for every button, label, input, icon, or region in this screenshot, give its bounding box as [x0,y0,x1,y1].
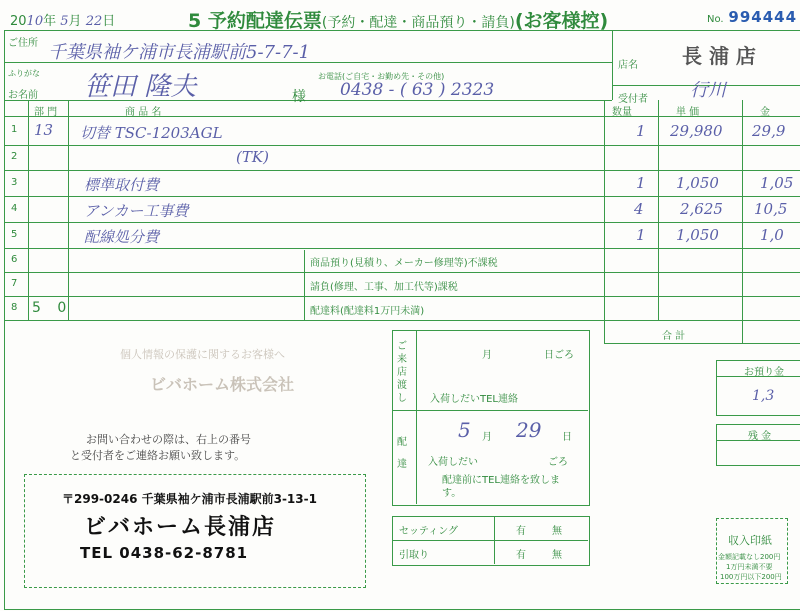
header-item: 商 品 名 [125,107,162,118]
store-label: 店名 [618,60,638,71]
row-number: 8 [11,302,18,313]
row-item: 切替 TSC-1203AGL [80,124,223,142]
month-handwritten: 5 [60,14,69,29]
row-item: 配線処分費 [84,228,160,246]
pickup-label: ご来店渡し [397,341,407,404]
pickup-tel: 入荷しだいTEL連絡 [430,394,518,405]
setting-yes: 有 [516,526,526,537]
sama-label: 様 [292,89,306,105]
title-main: 予約配達伝票 [207,10,322,32]
delivery-month-label: 月 [482,432,492,443]
setting-no: 無 [552,526,562,537]
name-label: お名前 [8,90,38,101]
row-dept: 5 0 [32,300,73,316]
tel-before: 配達前にTEL連絡を致します。 [442,475,560,499]
serial-number [707,8,797,26]
row-item: 請負(修理、工事、加工代等)課税 [310,282,458,293]
deposit-value: 1,3 [752,388,775,404]
name-value: 笹田 隆夫 [84,72,197,102]
header-dept: 部 門 [34,107,58,118]
year-handwritten: 10 [26,14,44,29]
row-number: 5 [11,229,18,240]
row-number: 2 [11,151,18,162]
row-amount: 1,05 [760,174,794,192]
address-label: ご住所 [8,38,38,49]
revenue-stamp-note3: 100万円以下200円 [720,573,782,581]
row-qty: 1 [636,122,646,140]
row-number: 3 [11,177,18,188]
on-arrival: 入荷しだい [428,457,478,468]
delivery-label: 配達 [397,437,407,470]
stamp-store: ビバホーム長浦店 [84,515,277,540]
row-item: 配達料(配達料1万円未満) [310,306,425,317]
address-value: 千葉県袖ケ浦市長浦駅前5-7-7-1 [48,42,311,63]
day-handwritten: 22 [85,14,103,29]
row-item: 商品預り(見積り、メーカー修理等)不課税 [310,258,498,269]
pickup-month-label: 月 [482,350,492,361]
year-label: 年 [43,14,57,29]
row-qty: 1 [636,174,646,192]
row-item: アンカー工事費 [84,202,189,220]
row-number: 4 [11,203,18,214]
header-unit: 単 価 [676,107,700,118]
form-title [188,6,608,33]
receiver-value: 行川 [690,80,726,101]
store-value: 長 浦 店 [682,44,756,68]
delivery-day-label: 日 [562,432,572,443]
month-label: 月 [68,14,82,29]
serial-label: No. [707,14,724,25]
revenue-stamp-note1: 金額記載なし200円 [718,553,781,561]
row-unit: 29,980 [670,122,723,140]
row-qty: 1 [636,226,646,244]
row-dept: 13 [34,121,54,139]
title-number: 5 [188,10,202,32]
stamp-tel: TEL 0438-62-8781 [80,544,249,562]
row-item: (TK) [236,148,269,166]
serial-value: 994444 [728,8,798,26]
ghost-text-1: 個人情報の保護に関するお客様へ [120,348,285,361]
row-unit: 1,050 [676,174,719,192]
pickup-old-no: 無 [552,550,562,561]
notice-line1: お問い合わせの際は、右上の番号 [86,433,251,446]
furigana-label: ふりがな [8,69,40,78]
row-amount: 10,5 [754,200,788,218]
receiver-label: 受付者 [618,94,648,105]
delivery-day: 29 [516,418,542,442]
approx: ごろ [548,457,568,468]
row-amount: 29,9 [752,122,786,140]
balance-label: 残 金 [748,431,772,442]
revenue-stamp-note2: 1万円未満不要 [726,563,773,571]
title-copy: (お客様控) [514,10,609,32]
row-item: 標準取付費 [84,176,160,194]
title-sub: (予約・配達・商品預り・請負) [321,15,515,31]
row-amount: 1,0 [760,226,784,244]
year-prefix: 20 [10,14,27,29]
total-label: 合 計 [662,331,686,342]
pickup-old-label: 引取り [399,550,429,561]
row-qty: 4 [634,200,644,218]
setting-label: セッティング [399,526,458,537]
row-unit: 2,625 [680,200,723,218]
pickup-old-yes: 有 [516,550,526,561]
deposit-label: お預り金 [744,367,784,378]
row-unit: 1,050 [676,226,719,244]
header-qty: 数量 [612,107,632,118]
header-amount: 金 [760,107,770,118]
row-number: 1 [11,124,18,135]
stamp-address: 〒299-0246 千葉県袖ケ浦市長浦駅前3-13-1 [62,492,317,506]
ghost-text-2: ビバホーム株式会社 [150,375,295,394]
revenue-stamp-label: 収入印紙 [728,534,772,547]
phone-label: お電話(ご自宅・お勤め先・その他) [318,72,445,81]
notice-line2: と受付者をご連絡お願い致します。 [70,449,246,462]
row-number: 7 [11,278,18,289]
row-number: 6 [11,254,18,265]
day-label: 日 [102,14,116,29]
pickup-day-label: 日ごろ [544,350,574,361]
delivery-month: 5 [458,418,471,442]
date-block [10,10,115,29]
phone-value: 0438 - ( 63 ) 2323 [340,80,495,100]
